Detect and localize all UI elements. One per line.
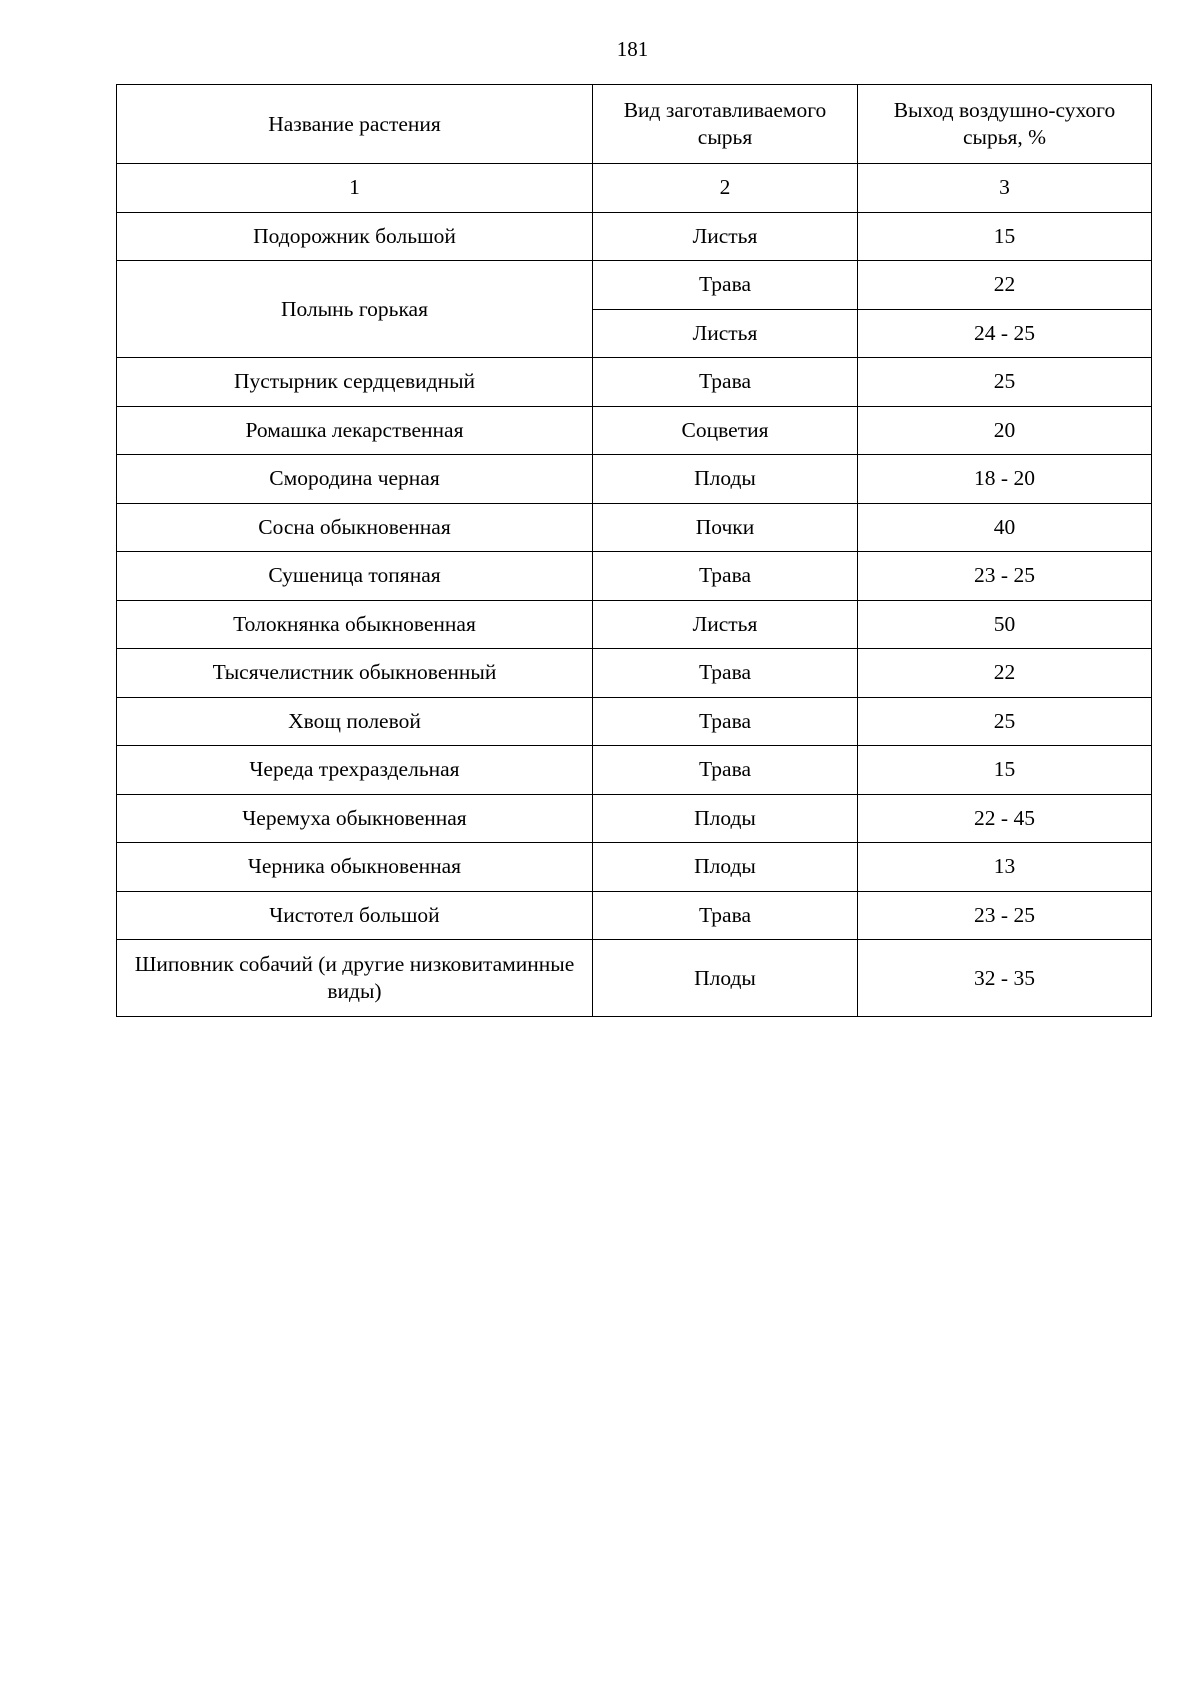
raw-material-cell: Трава (593, 649, 858, 698)
plant-name-cell: Черемуха обыкновенная (117, 794, 593, 843)
yield-cell: 23 - 25 (858, 891, 1152, 940)
plant-yield-table (116, 84, 1152, 1017)
yield-cell: 32 - 35 (858, 940, 1152, 1017)
plant-name-cell: Полынь горькая (117, 261, 593, 358)
raw-material-cell: Листья (593, 309, 858, 358)
column-number-row (117, 164, 1152, 213)
yield-cell: 13 (858, 843, 1152, 892)
plant-name-cell: Смородина черная (117, 455, 593, 504)
raw-material-cell: Листья (593, 600, 858, 649)
plant-name-cell: Сушеница топяная (117, 552, 593, 601)
yield-cell: 15 (858, 212, 1152, 261)
table-row (117, 503, 1152, 552)
header-plant-name: Название растения (117, 85, 593, 164)
plant-name-cell: Сосна обыкновенная (117, 503, 593, 552)
raw-material-cell: Плоды (593, 843, 858, 892)
yield-cell: 25 (858, 358, 1152, 407)
table-row (117, 406, 1152, 455)
header-raw-material: Вид заготавливаемого сырья (593, 85, 858, 164)
table-header-row (117, 85, 1152, 164)
table-row (117, 600, 1152, 649)
raw-material-cell: Трава (593, 358, 858, 407)
table-row (117, 891, 1152, 940)
header-yield: Выход воздушно-сухого сырья, % (858, 85, 1152, 164)
yield-cell: 24 - 25 (858, 309, 1152, 358)
table-row (117, 697, 1152, 746)
column-number: 2 (593, 164, 858, 213)
yield-cell: 50 (858, 600, 1152, 649)
raw-material-cell: Трава (593, 552, 858, 601)
yield-cell: 18 - 20 (858, 455, 1152, 504)
table-row (117, 212, 1152, 261)
plant-name-cell: Хвощ полевой (117, 697, 593, 746)
raw-material-cell: Почки (593, 503, 858, 552)
yield-cell: 25 (858, 697, 1152, 746)
table-row (117, 649, 1152, 698)
raw-material-cell: Плоды (593, 455, 858, 504)
yield-cell: 15 (858, 746, 1152, 795)
table-row (117, 552, 1152, 601)
plant-name-cell: Тысячелистник обыкновенный (117, 649, 593, 698)
raw-material-cell: Плоды (593, 794, 858, 843)
table-row (117, 794, 1152, 843)
yield-cell: 40 (858, 503, 1152, 552)
column-number: 1 (117, 164, 593, 213)
raw-material-cell: Трава (593, 746, 858, 795)
raw-material-cell: Трава (593, 891, 858, 940)
table-row (117, 940, 1152, 1017)
plant-name-cell: Черника обыкновенная (117, 843, 593, 892)
table-row (117, 261, 1152, 310)
raw-material-cell: Соцветия (593, 406, 858, 455)
table-row (117, 843, 1152, 892)
plant-name-cell: Ромашка лекарственная (117, 406, 593, 455)
raw-material-cell: Плоды (593, 940, 858, 1017)
raw-material-cell: Трава (593, 697, 858, 746)
raw-material-cell: Листья (593, 212, 858, 261)
yield-cell: 20 (858, 406, 1152, 455)
table-row (117, 746, 1152, 795)
plant-name-cell: Череда трехраздельная (117, 746, 593, 795)
table-row (117, 358, 1152, 407)
plant-name-cell: Подорожник большой (117, 212, 593, 261)
yield-cell: 22 (858, 261, 1152, 310)
page-number: 181 (616, 37, 649, 61)
yield-cell: 22 - 45 (858, 794, 1152, 843)
plant-name-cell: Толокнянка обыкновенная (117, 600, 593, 649)
yield-cell: 23 - 25 (858, 552, 1152, 601)
plant-name-cell: Чистотел большой (117, 891, 593, 940)
column-number: 3 (858, 164, 1152, 213)
plant-name-cell: Шиповник собачий (и другие низковитаминные виды) (117, 940, 593, 1017)
yield-cell: 22 (858, 649, 1152, 698)
plant-name-cell: Пустырник сердцевидный (117, 358, 593, 407)
table-row (117, 455, 1152, 504)
raw-material-cell: Трава (593, 261, 858, 310)
